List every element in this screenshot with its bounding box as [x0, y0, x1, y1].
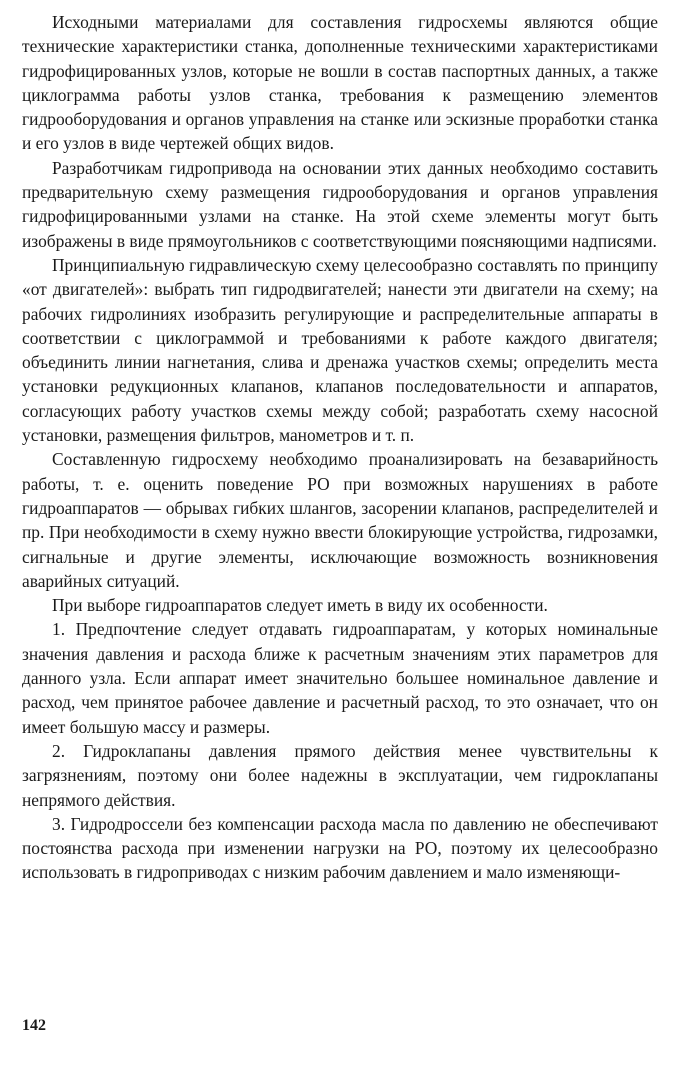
list-item-2: 2. Гидроклапаны давления прямого действия менее чувствительны к загрязнениям, поэтому они более надежны в эксплуатации, чем гидроклапаны непрямого действия. — [22, 740, 658, 810]
list-item-3: 3. Гидродроссели без компенсации расхода масла по давлению не обеспечивают постоянства расхода при изменении нагрузки на РО, поэтому их целесообразно использовать в гидроприводах с низким рабочим давлением и мало изменяющи- — [22, 813, 658, 883]
paragraph-2: Разработчикам гидропривода на основании этих данных необходимо составить предварительную схему размещения гидрооборудования и органов управления гидрофицированными узлами на станке. На этой схеме элементы могут быть изображены в виде прямоугольников с соответствующими поясняющими надписями. — [22, 157, 658, 251]
paragraph-4: Составленную гидросхему необходимо проанализировать на безаварийность работы, т. е. оценить поведение РО при возможных нарушениях в работе гидроаппаратов — обрывах гибких шлангов, засорении клапанов, распределителей и пр. При необходимости в схему нужно ввести блокирующие устройства, гидрозамки, сигнальные и другие элементы, исключающие возможность возникновения аварийных ситуаций. — [22, 449, 658, 591]
list-item-1: 1. Предпочтение следует отдавать гидроаппаратам, у которых номинальные значения давления и расхода ближе к расчетным значениям этих параметров для данного узла. Если аппарат имеет значительно большее номинальное давление и расход, чем принятое рабочее давление и расчетный расход, то это означает, что он имеет большую массу и размеры. — [22, 619, 658, 737]
page-body — [22, 10, 658, 885]
paragraph-5: При выборе гидроаппаратов следует иметь в виду их особенности. — [52, 595, 548, 616]
paragraph-3: Принципиальную гидравлическую схему целесообразно составлять по принципу «от двигателей»: выбрать тип гидродвигателей; нанести эти двигатели на схему; на рабочих гидролиниях изобразить регулирующие и распределительные аппараты в соответствии с циклограммой и требованиями к работе каждого двигателя; объединить линии нагнетания, слива и дренажа участков схемы; определить места установки редукционных клапанов, клапанов последовательности и аппаратов, согласующих работу участков схемы между собой; разработать схему насосной установки, размещения фильтров, манометров и т. п. — [22, 254, 658, 446]
paragraph-1: Исходными материалами для составления гидросхемы являются общие технические характеристики станка, дополненные техническими характеристиками гидрофицированных узлов, которые не вошли в состав паспортных данных, а также циклограмма работы узлов станка, требования к размещению элементов гидрооборудования и органов управления на станке или эскизные проработки станка и его узлов в виде чертежей общих видов. — [22, 12, 658, 154]
page-number: 142 — [22, 1017, 46, 1034]
